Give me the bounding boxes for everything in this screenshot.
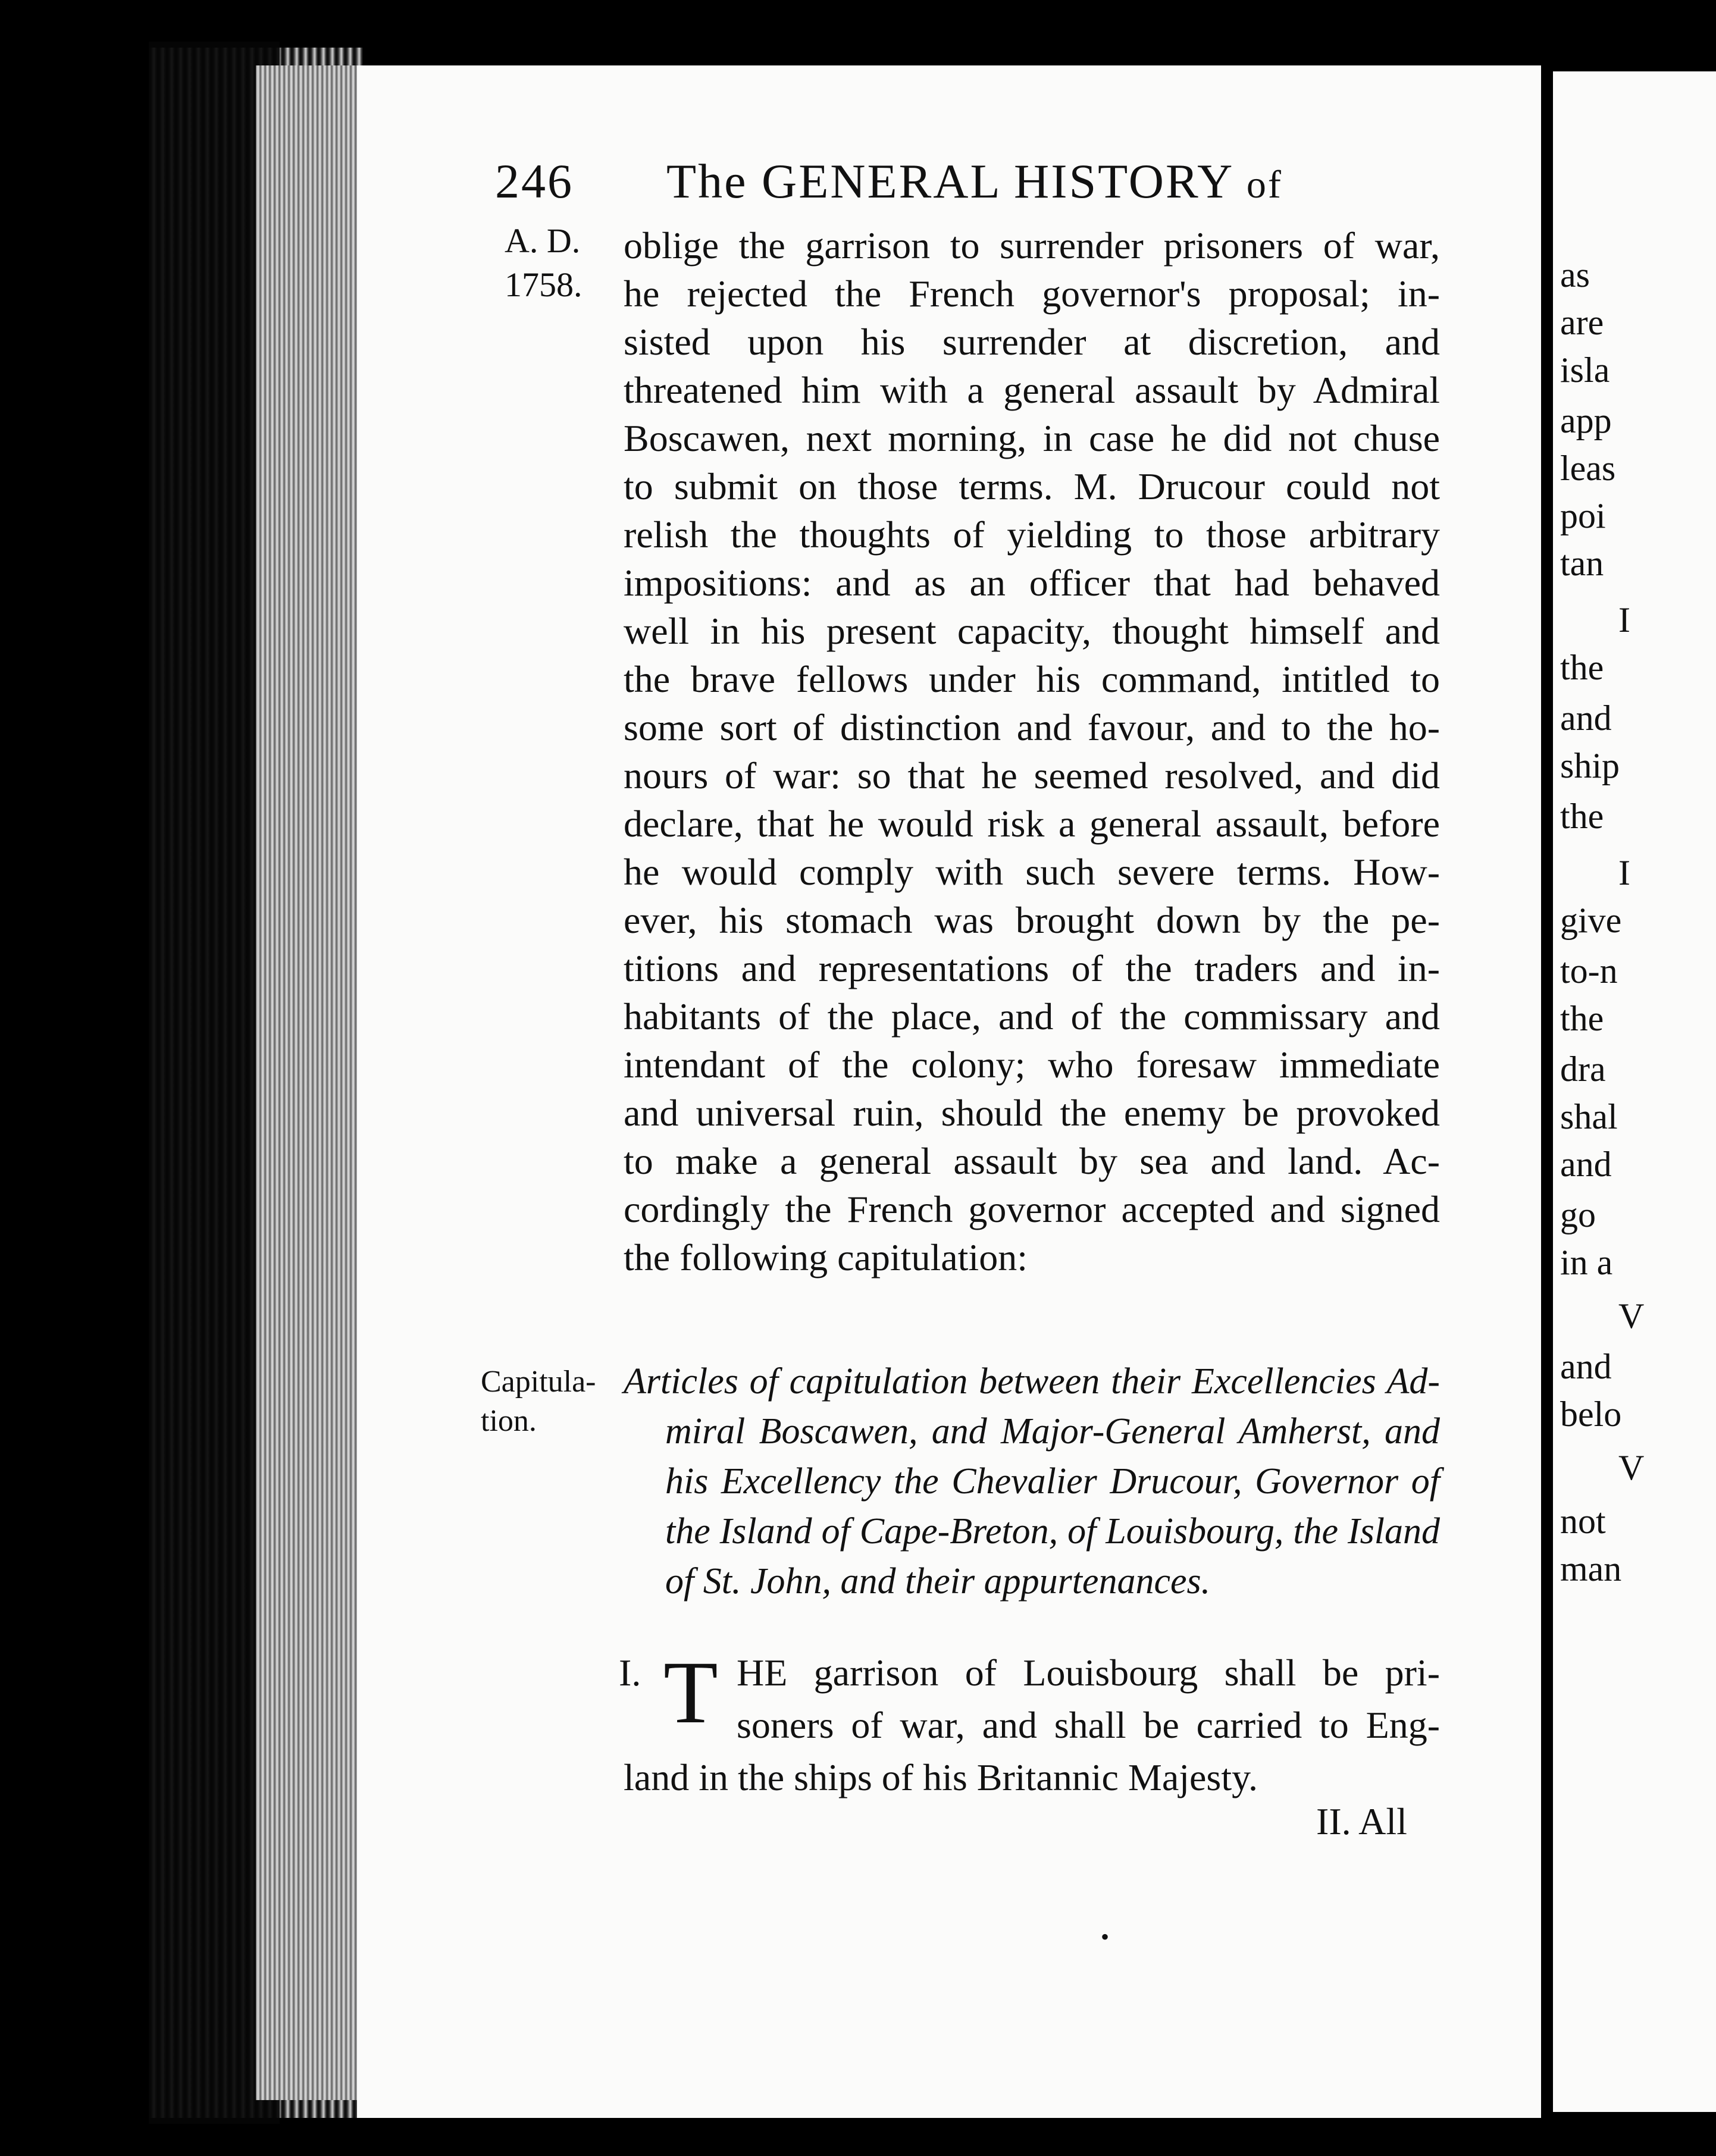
body-line: well in his present capacity, thought himself and (624, 610, 1440, 652)
facing-page-line: to-n (1560, 951, 1618, 991)
facing-page-line: give (1560, 901, 1622, 940)
body-line: nours of war: so that he seemed resolved, and did (624, 754, 1440, 797)
facing-page-line: in a (1560, 1243, 1613, 1282)
facing-page-line: I (1618, 600, 1630, 640)
body-line: oblige the garrison to surrender prisoners of war, (624, 224, 1440, 267)
body-line: cordingly the French governor accepted and signed (624, 1188, 1440, 1230)
running-head (666, 153, 1283, 209)
facing-page-line: go (1560, 1195, 1596, 1234)
facing-page-line: and (1560, 1145, 1612, 1184)
body-line: threatened him with a general assault by Admiral (624, 369, 1440, 411)
running-head-the: The (666, 154, 748, 208)
article-line: soners of war, and shall be carried to Eng- (737, 1704, 1440, 1746)
facing-page-line: V (1618, 1448, 1645, 1487)
page-stack (256, 65, 357, 2100)
body-line: declare, that he would risk a general assault, before (624, 803, 1440, 845)
running-head-title: GENERAL HISTORY (761, 154, 1233, 208)
facing-page-line: ship (1560, 746, 1620, 785)
facing-page-line: as (1560, 255, 1590, 294)
articles-heading-line: of St. John, and their appurtenances. (665, 1561, 1211, 1602)
facing-page-line: I (1618, 853, 1630, 892)
facing-page-line: app (1560, 401, 1612, 440)
articles-heading-line: his Excellency the Chevalier Drucour, Governor of (665, 1461, 1440, 1502)
facing-page-line: V (1618, 1296, 1645, 1336)
facing-page-line: the (1560, 999, 1604, 1038)
body-line: to submit on those terms. M. Drucour could not (624, 465, 1440, 507)
facing-page-line: isla (1560, 350, 1610, 390)
margin-year (505, 219, 583, 307)
ornament-dot: • (1101, 1923, 1110, 1950)
articles-heading-line: Articles of capitulation between their Excellencies Ad- (624, 1361, 1440, 1402)
body-line: and universal ruin, should the enemy be provoked (624, 1092, 1440, 1134)
facing-page-line: poi (1560, 496, 1606, 535)
body-line: impositions: and as an officer that had behaved (624, 562, 1440, 604)
body-line: intendant of the colony; who foresaw immediate (624, 1043, 1440, 1086)
page-number: 246 (495, 154, 574, 208)
article-line: land in the ships of his Britannic Majesty. (624, 1756, 1258, 1798)
body-line: he would comply with such severe terms. How- (624, 851, 1440, 893)
body-line: the following capitulation: (624, 1236, 1028, 1278)
body-line: to make a general assault by sea and land. Ac- (624, 1140, 1440, 1182)
body-line: Boscawen, next morning, in case he did not chuse (624, 417, 1440, 459)
body-line: titions and representations of the traders and in- (624, 947, 1440, 989)
body-line: habitants of the place, and of the commissary and (624, 995, 1440, 1038)
facing-page-line: dra (1560, 1049, 1606, 1089)
margin-note-line: tion. (481, 1404, 537, 1438)
facing-page-line: and (1560, 1347, 1612, 1386)
articles-heading-line: miral Boscawen, and Major-General Amherst, and (665, 1411, 1440, 1452)
article-line: HE garrison of Louisbourg shall be pri- (737, 1652, 1440, 1694)
body-line: relish the thoughts of yielding to those arbitrary (624, 513, 1440, 556)
facing-page-line: belo (1560, 1394, 1622, 1434)
body-line: he rejected the French governor's proposal; in- (624, 272, 1440, 315)
catchword: II. All (1316, 1800, 1407, 1842)
body-line: sisted upon his surrender at discretion, and (624, 321, 1440, 363)
running-head-of: of (1246, 163, 1283, 206)
facing-page-line: tan (1560, 544, 1604, 583)
facing-page-line: shal (1560, 1097, 1618, 1136)
facing-page-line: man (1560, 1549, 1622, 1588)
facing-page-fragment (1553, 71, 1716, 2112)
facing-page-line: leas (1560, 449, 1616, 488)
drop-cap: T (663, 1643, 718, 1742)
articles-heading-line: the Island of Cape-Breton, of Louisbourg, the Island (665, 1511, 1440, 1552)
body-line: some sort of distinction and favour, and to the ho- (624, 706, 1440, 748)
article-number: I. (619, 1652, 641, 1694)
margin-year-ad: A. D. (505, 221, 581, 260)
facing-page-line: are (1560, 303, 1604, 342)
margin-note-line: Capitula- (481, 1365, 596, 1399)
body-line: ever, his stomach was brought down by the pe- (624, 899, 1440, 941)
margin-year-number: 1758. (505, 265, 583, 304)
facing-page-line: and (1560, 698, 1612, 738)
facing-page-line: the (1560, 648, 1604, 687)
body-line: the brave fellows under his command, intitled to (624, 658, 1440, 700)
facing-page-line: not (1560, 1502, 1606, 1541)
margin-note-capitulation (481, 1362, 596, 1441)
facing-page-line: the (1560, 797, 1604, 836)
